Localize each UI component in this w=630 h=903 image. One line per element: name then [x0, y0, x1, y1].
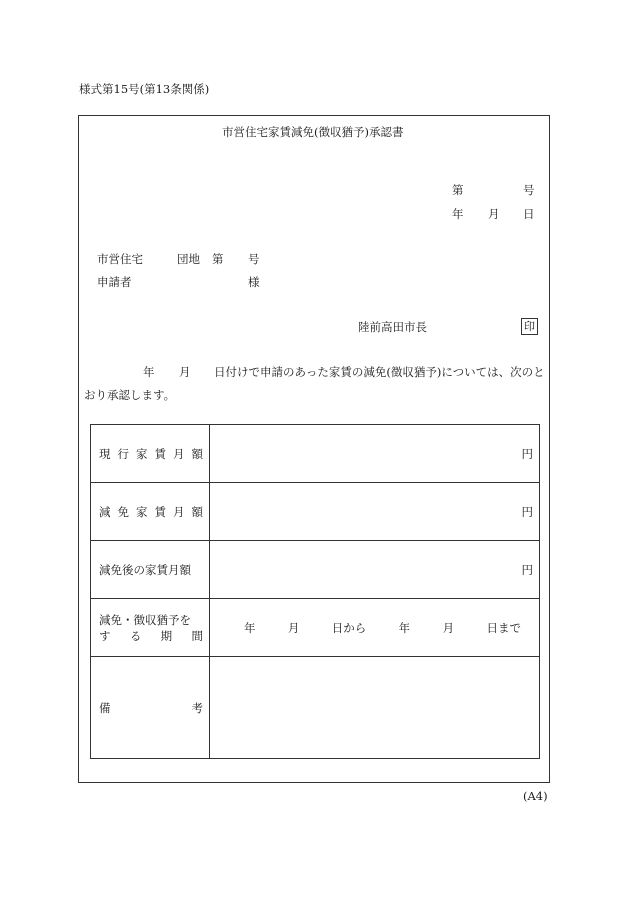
housing-danchi: 団地	[177, 252, 200, 266]
body-line2: おり承認します。	[84, 388, 176, 402]
body-month: 月	[179, 365, 191, 379]
reduced-rent-label: 減 免 家 賃 月 額	[91, 483, 210, 541]
remarks-label: 備 考	[91, 657, 210, 759]
date-year: 年	[452, 207, 464, 221]
table-row	[91, 425, 540, 483]
form-number: 様式第15号(第13条関係)	[79, 82, 210, 96]
seal-mark: 印	[521, 318, 538, 335]
body-year: 年	[143, 365, 155, 379]
current-rent-value[interactable]	[210, 425, 540, 483]
unit-yen: 円	[521, 446, 533, 461]
table-row	[91, 657, 540, 759]
date-month: 月	[488, 207, 500, 221]
reduced-rent-value[interactable]	[210, 483, 540, 541]
date-day: 日	[523, 207, 535, 221]
unit-yen: 円	[521, 562, 533, 577]
period-value[interactable]: 年 月 日から 年 月 日まで	[210, 599, 540, 657]
issuer-name: 陸前高田市長	[358, 320, 427, 334]
after-rent-value[interactable]	[210, 541, 540, 599]
current-rent-label: 現 行 家 賃 月 額	[91, 425, 210, 483]
housing-dai: 第	[212, 252, 224, 266]
unit-yen: 円	[521, 504, 533, 519]
body-line1: 日付けで申請のあった家賃の減免(徴収猶予)については、次のと	[214, 365, 545, 379]
document-title: 市営住宅家賃減免(徴収猶予)承認書	[222, 125, 404, 139]
after-rent-label: 減免後の家賃月額	[91, 541, 210, 599]
housing-go: 号	[248, 252, 260, 266]
table-row	[91, 483, 540, 541]
rent-table	[90, 424, 540, 759]
housing-label: 市営住宅	[97, 252, 143, 266]
table-row	[91, 541, 540, 599]
doc-number-suffix: 号	[523, 183, 535, 197]
applicant-label: 申請者	[97, 275, 132, 289]
doc-number-prefix: 第	[452, 183, 464, 197]
period-label: 減免・徴収猶予を す る 期 間	[91, 599, 210, 657]
table-row	[91, 599, 540, 657]
applicant-honorific: 様	[248, 275, 260, 289]
paper-size: (A4)	[523, 789, 548, 803]
remarks-value[interactable]	[210, 657, 540, 759]
issuer-seal	[521, 318, 538, 335]
